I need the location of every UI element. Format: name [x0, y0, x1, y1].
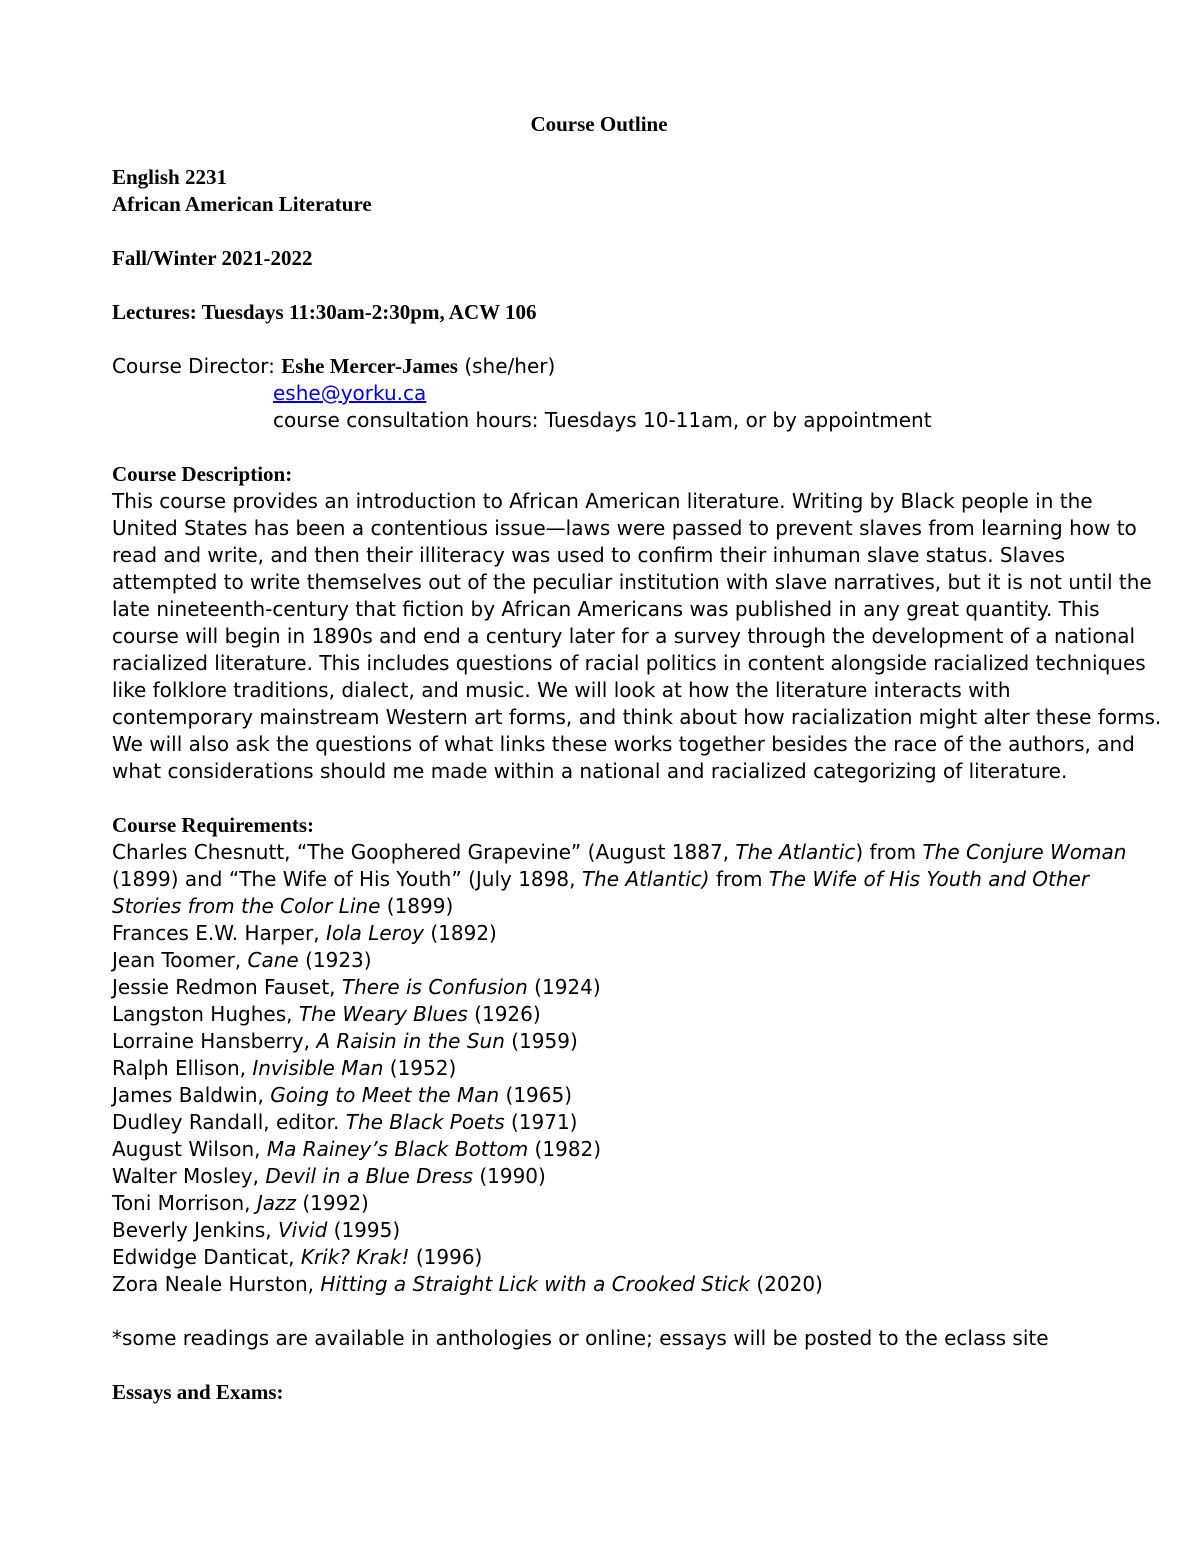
reading-year: (1959) — [504, 1029, 578, 1053]
reading-title: Going to Meet the Man — [270, 1083, 500, 1107]
reading-author: Ralph Ellison, — [112, 1056, 253, 1080]
reading-item — [112, 1163, 1092, 1190]
reading-item — [112, 1055, 1092, 1082]
reading-author: Jean Toomer, — [112, 948, 248, 972]
spacer — [112, 1352, 1092, 1379]
reading-title: Hitting a Straight Lick with a Crooked Stick — [320, 1272, 750, 1296]
reading-author: Zora Neale Hurston, — [112, 1272, 321, 1296]
director-pronouns: (she/her) — [457, 354, 556, 378]
director-label: Course Director: — [112, 354, 282, 378]
spacer — [112, 1298, 1092, 1325]
reading-item — [112, 1136, 1092, 1163]
reading-title: The Atlantic — [735, 840, 856, 864]
description-line: read and write, and then their illiteracy was used to confirm their inhuman slave status. Slaves — [112, 543, 1065, 567]
reading-year: (1982) — [528, 1137, 602, 1161]
reading-item — [112, 920, 1092, 947]
reading-author: Langston Hughes, — [112, 1002, 299, 1026]
reading-title: Iola Leroy — [325, 921, 424, 945]
reading-title: The Black Poets — [345, 1110, 505, 1134]
reading-item — [112, 1271, 1092, 1298]
document-page — [112, 108, 1162, 1406]
reading-title: The Weary Blues — [298, 1002, 468, 1026]
reading-title: Krik? Krak! — [300, 1245, 410, 1269]
reading-year: (1995) — [327, 1218, 401, 1242]
requirements-list — [112, 839, 1127, 1298]
description-line: United States has been a contentious issue—laws were passed to prevent slaves from learning how to — [112, 516, 1137, 540]
spacer — [112, 785, 1092, 812]
reading-author: Walter Mosley, — [112, 1164, 266, 1188]
consultation-hours: course consultation hours: Tuesdays 10-11am, or by appointment — [273, 408, 932, 432]
description-line: We will also ask the questions of what links these works together besides the race of the authors, and — [112, 732, 1135, 756]
description-line: attempted to write themselves out of the peculiar institution with slave narratives, but it is not until the — [112, 570, 1152, 594]
course-name: African American Literature — [112, 192, 372, 216]
reading-title: The Atlantic) — [581, 867, 710, 891]
reading-year: (1892) — [423, 921, 497, 945]
reading-author: Lorraine Hansberry, — [112, 1029, 317, 1053]
reading-author: James Baldwin, — [112, 1083, 271, 1107]
reading-item — [112, 974, 1092, 1001]
reading-items — [112, 920, 1092, 1298]
reading-title: Devil in a Blue Dress — [265, 1164, 473, 1188]
spacer — [112, 272, 1092, 299]
description-line: like folklore traditions, dialect, and music. We will look at how the literature interacts with — [112, 678, 1011, 702]
reading-text: (1899) and “The Wife of His Youth” (July 1898, — [112, 867, 582, 891]
reading-author: Jessie Redmon Fauset, — [112, 975, 342, 999]
reading-year: (1926) — [467, 1002, 541, 1026]
reading-year: (1990) — [472, 1164, 546, 1188]
reading-title: Invisible Man — [252, 1056, 384, 1080]
description-line: late nineteenth-century that fiction by African Americans was published in any great quantity. This — [112, 597, 1100, 621]
reading-year: (2020) — [749, 1272, 823, 1296]
reading-year: (1952) — [383, 1056, 457, 1080]
reading-item — [112, 947, 1092, 974]
director-email-link[interactable]: eshe@yorku.ca — [273, 381, 427, 405]
spacer — [112, 326, 1092, 353]
reading-title: The Conjure Woman — [922, 840, 1127, 864]
reading-title: The Wife of His Youth and Other — [768, 867, 1090, 891]
reading-title: Cane — [247, 948, 299, 972]
reading-title: A Raisin in the Sun — [316, 1029, 505, 1053]
description-line: contemporary mainstream Western art forms, and think about how racialization might alter these forms. — [112, 705, 1162, 729]
reading-chesnutt-line-2 — [112, 866, 1092, 893]
readings-note: *some readings are available in anthologies or online; essays will be posted to the eclass site — [112, 1326, 1049, 1350]
lecture-info: Lectures: Tuesdays 11:30am-2:30pm, ACW 106 — [112, 300, 537, 324]
reading-title: There is Confusion — [341, 975, 528, 999]
reading-year: (1923) — [298, 948, 372, 972]
reading-author: Frances E.W. Harper, — [112, 921, 326, 945]
reading-year: (1924) — [527, 975, 601, 999]
reading-item — [112, 1082, 1092, 1109]
course-term: Fall/Winter 2021-2022 — [112, 246, 313, 270]
reading-item — [112, 1244, 1092, 1271]
reading-item — [112, 1001, 1092, 1028]
reading-chesnutt-line-1 — [112, 839, 1127, 866]
reading-author: Dudley Randall, editor. — [112, 1110, 346, 1134]
reading-author: Beverly Jenkins, — [112, 1218, 278, 1242]
course-director-line — [112, 353, 1092, 380]
reading-year: (1992) — [296, 1191, 369, 1215]
reading-year: (1971) — [504, 1110, 578, 1134]
reading-text: ) from — [855, 840, 923, 864]
reading-title: Ma Rainey’s Black Bottom — [266, 1137, 529, 1161]
description-line: course will begin in 1890s and end a century later for a survey through the development of a national — [112, 624, 1136, 648]
email-line — [112, 380, 1092, 407]
reading-text: from — [709, 867, 769, 891]
reading-author: Edwidge Danticat, — [112, 1245, 301, 1269]
spacer — [112, 434, 1092, 461]
description-body — [112, 488, 1162, 785]
page-title: Course Outline — [530, 112, 668, 136]
reading-item — [112, 1217, 1092, 1244]
reading-author: Toni Morrison, — [112, 1191, 257, 1215]
reading-text: Charles Chesnutt, “The Goophered Grapevine” (August 1887, — [112, 840, 736, 864]
reading-title: Jazz — [256, 1191, 296, 1215]
reading-item — [112, 1028, 1092, 1055]
reading-item — [112, 1109, 1092, 1136]
course-code: English 2231 — [112, 165, 227, 189]
reading-year: (1965) — [499, 1083, 573, 1107]
reading-year: (1996) — [409, 1245, 483, 1269]
director-name: Eshe Mercer-James — [281, 354, 458, 378]
description-line: This course provides an introduction to African American literature. Writing by Black people in the — [112, 489, 1093, 513]
essays-heading: Essays and Exams: — [112, 1380, 284, 1404]
reading-year: (1899) — [380, 894, 454, 918]
description-heading: Course Description: — [112, 462, 293, 486]
description-line: what considerations should me made within a national and racialized categorizing of literature. — [112, 759, 1068, 783]
reading-item — [112, 1190, 1092, 1217]
description-line: racialized literature. This includes questions of racial politics in content alongside racialized techniques — [112, 651, 1146, 675]
reading-author: August Wilson, — [112, 1137, 267, 1161]
reading-chesnutt-line-3 — [112, 893, 1092, 920]
spacer — [112, 218, 1092, 245]
reading-title: Stories from the Color Line — [112, 894, 381, 918]
requirements-heading: Course Requirements: — [112, 813, 315, 837]
reading-title: Vivid — [277, 1218, 328, 1242]
